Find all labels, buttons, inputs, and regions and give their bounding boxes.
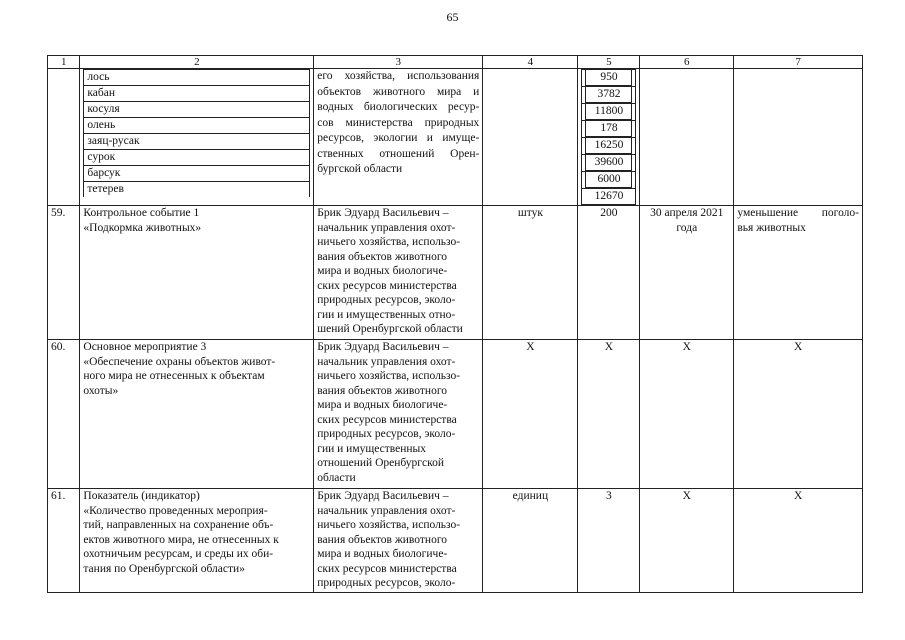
row-responsible: Брик Эдуард Васильевич – начальник управления охот- ничьего хозяйства, использо- вания объектов животного мира и водных биологиче- ских ресурсов министерства природных ресурсов, эколо- гии и имущественных отно- шений Оренбургской области: [314, 206, 483, 340]
column-numbers-row: [48, 56, 863, 69]
continued-row: [48, 69, 863, 206]
animal-value: 16250: [585, 138, 632, 154]
animal-name: заяц-русак: [84, 134, 310, 150]
animal-value: 6000: [585, 172, 632, 188]
row-responsible: Брик Эдуард Васильевич – начальник управления охот- ничьего хозяйства, использо- вания объектов животного мира и водных биологиче- ских ресурсов министерства природных ресурсов, эколо-: [314, 489, 483, 593]
animal-name: косуля: [84, 102, 310, 118]
row-value: 3: [578, 489, 640, 593]
row-responsible: Брик Эдуард Васильевич – начальник управления охот- ничьего хозяйства, использо- вания объектов животного мира и водных биологиче- ских ресурсов министерства природных ресурсов, эколо- гии и имущественных отношений Оренбургской области: [314, 340, 483, 489]
row-number: 60.: [48, 340, 80, 489]
row-number: 59.: [48, 206, 80, 340]
animal-value: 12670: [594, 190, 624, 202]
row-result: Х: [734, 489, 863, 593]
row-date: 30 апреля 2021 года: [640, 206, 734, 340]
column-header: 5: [578, 56, 640, 69]
row-unit: штук: [483, 206, 578, 340]
row-date: Х: [640, 489, 734, 593]
row-result: Х: [734, 340, 863, 489]
row-date: Х: [640, 340, 734, 489]
row-name: Контрольное событие 1 «Подкормка животных»: [80, 206, 314, 340]
animal-name: сурок: [84, 150, 310, 166]
animal-value: 178: [585, 121, 632, 137]
responsible-text: его хозяйства, использования объектов животного мира и водных биологических ресур-сов министерства природных ресурсов, экологии и имуще-ственных отношений Орен-бургской области: [314, 69, 483, 206]
row-name: Основное мероприятие 3 «Обеспечение охраны объектов живот- ного мира не отнесенных к объектам охоты»: [80, 340, 314, 489]
animal-name: кабан: [84, 86, 310, 102]
row-value: Х: [578, 340, 640, 489]
animal-list: [83, 69, 310, 197]
plan-table: [47, 55, 863, 593]
row-unit: Х: [483, 340, 578, 489]
animal-value: 3782: [585, 87, 632, 103]
column-header: 3: [314, 56, 483, 69]
animal-name: олень: [84, 118, 310, 134]
animal-value: 950: [585, 70, 632, 86]
column-header: 2: [80, 56, 314, 69]
animal-name: лось: [84, 70, 310, 86]
row-unit: единиц: [483, 489, 578, 593]
table-row: [48, 489, 863, 593]
column-header: 7: [734, 56, 863, 69]
row-result: уменьшение поголо- вья животных: [734, 206, 863, 340]
table-row: [48, 340, 863, 489]
row-name: Показатель (индикатор) «Количество проведенных мероприя- тий, направленных на сохранение объ- ектов животного мира, не отнесенных к охотничьим ресурсам, и среды их оби- тания по Оренбургской области»: [80, 489, 314, 593]
animal-value: 39600: [585, 155, 632, 171]
row-value: 200: [578, 206, 640, 340]
row-number: 61.: [48, 489, 80, 593]
table-row: [48, 206, 863, 340]
page-number: 65: [446, 10, 459, 24]
animal-name: барсук: [84, 166, 310, 182]
animal-value: 11800: [585, 104, 632, 120]
column-header: 4: [483, 56, 578, 69]
animal-values: [581, 69, 636, 205]
column-header: 1: [48, 56, 80, 69]
animal-name: тетерев: [84, 182, 310, 198]
column-header: 6: [640, 56, 734, 69]
